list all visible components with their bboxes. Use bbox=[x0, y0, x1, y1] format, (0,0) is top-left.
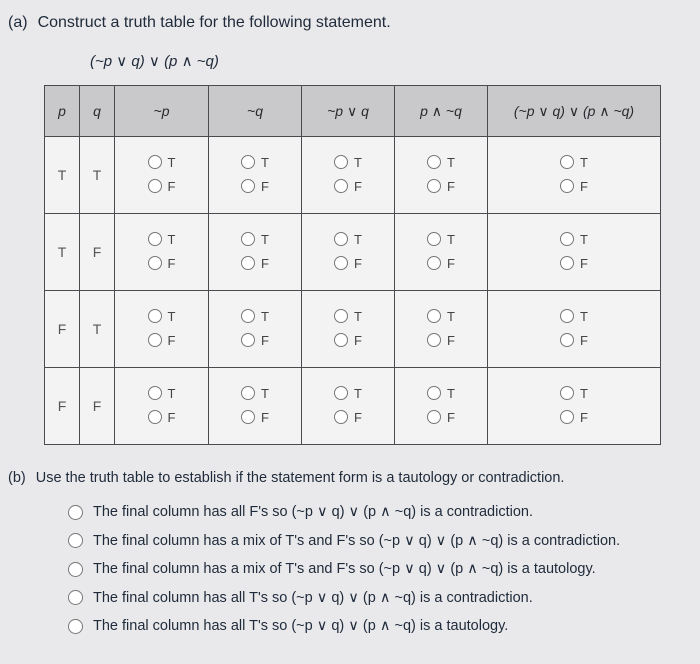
radio-button[interactable] bbox=[427, 179, 441, 193]
cell-q: F bbox=[80, 214, 115, 291]
part-b-label: (b) bbox=[8, 470, 26, 486]
option-false[interactable] bbox=[488, 406, 660, 430]
cell-p: T bbox=[45, 137, 80, 214]
table-row bbox=[45, 137, 661, 214]
option-true[interactable] bbox=[115, 228, 208, 252]
radio-button[interactable] bbox=[148, 179, 162, 193]
option-false-label: F bbox=[261, 256, 269, 271]
cell-not-q bbox=[209, 291, 302, 368]
option-false-label: F bbox=[354, 410, 362, 425]
cell-not-p bbox=[115, 291, 209, 368]
option-true[interactable] bbox=[302, 228, 394, 252]
radio-button[interactable] bbox=[241, 386, 255, 400]
option-true-label: T bbox=[580, 386, 588, 401]
cell-p-and-not-q bbox=[395, 214, 488, 291]
option-true-label: T bbox=[580, 309, 588, 324]
cell-full-statement bbox=[488, 291, 661, 368]
option-false-label: F bbox=[354, 256, 362, 271]
radio-button[interactable] bbox=[427, 333, 441, 347]
radio-button[interactable] bbox=[560, 333, 574, 347]
radio-button[interactable] bbox=[148, 333, 162, 347]
option-true[interactable] bbox=[115, 305, 208, 329]
option-false[interactable] bbox=[302, 175, 394, 199]
option-true[interactable] bbox=[395, 228, 487, 252]
option-true[interactable] bbox=[115, 151, 208, 175]
table-row bbox=[45, 214, 661, 291]
radio-button[interactable] bbox=[560, 309, 574, 323]
option-false[interactable] bbox=[395, 252, 487, 276]
header-not-q: ~q bbox=[209, 86, 302, 137]
option-true-label: T bbox=[447, 232, 455, 247]
option-true[interactable] bbox=[115, 382, 208, 406]
radio-button[interactable] bbox=[68, 562, 83, 577]
option-false-label: F bbox=[261, 410, 269, 425]
option-false[interactable] bbox=[488, 252, 660, 276]
option-true-label: T bbox=[261, 232, 269, 247]
option-false[interactable] bbox=[488, 175, 660, 199]
radio-button[interactable] bbox=[560, 256, 574, 270]
cell-p: F bbox=[45, 368, 80, 445]
option-true[interactable] bbox=[209, 228, 301, 252]
radio-button[interactable] bbox=[334, 179, 348, 193]
radio-button[interactable] bbox=[148, 232, 162, 246]
option-false-label: F bbox=[447, 179, 455, 194]
cell-not-p-or-q bbox=[302, 368, 395, 445]
option-true[interactable] bbox=[488, 228, 660, 252]
option-true[interactable] bbox=[302, 151, 394, 175]
option-true[interactable] bbox=[488, 151, 660, 175]
option-true-label: T bbox=[354, 386, 362, 401]
radio-button[interactable] bbox=[68, 590, 83, 605]
part-a-header bbox=[8, 14, 391, 32]
cell-q: T bbox=[80, 291, 115, 368]
radio-button[interactable] bbox=[148, 309, 162, 323]
cell-p: F bbox=[45, 291, 80, 368]
option-true-label: T bbox=[354, 155, 362, 170]
cell-not-q bbox=[209, 368, 302, 445]
option-false[interactable] bbox=[115, 252, 208, 276]
option-true-label: T bbox=[580, 155, 588, 170]
header-q: q bbox=[80, 86, 115, 137]
option-false[interactable] bbox=[302, 329, 394, 353]
part-b-instruction: Use the truth table to establish if the statement form is a tautology or contradiction. bbox=[35, 470, 565, 486]
radio-button[interactable] bbox=[241, 309, 255, 323]
choice-text: The final column has a mix of T's and F's so (~p ∨ q) ∨ (p ∧ ~q) is a tautology. bbox=[93, 561, 596, 578]
choice-3[interactable] bbox=[68, 555, 620, 584]
option-false-label: F bbox=[167, 179, 176, 194]
option-true[interactable] bbox=[302, 305, 394, 329]
option-true-label: T bbox=[167, 309, 176, 324]
option-false[interactable] bbox=[209, 406, 301, 430]
radio-button[interactable] bbox=[427, 232, 441, 246]
option-true[interactable] bbox=[209, 305, 301, 329]
option-false[interactable] bbox=[115, 175, 208, 199]
option-false[interactable] bbox=[209, 175, 301, 199]
radio-button[interactable] bbox=[560, 155, 574, 169]
radio-button[interactable] bbox=[241, 232, 255, 246]
radio-button[interactable] bbox=[427, 309, 441, 323]
radio-button[interactable] bbox=[241, 155, 255, 169]
truth-table bbox=[44, 85, 661, 445]
radio-button[interactable] bbox=[334, 155, 348, 169]
option-true-label: T bbox=[167, 155, 176, 170]
header-not-p: ~p bbox=[115, 86, 209, 137]
part-b-header bbox=[8, 470, 564, 486]
option-false-label: F bbox=[447, 410, 455, 425]
header-p: p bbox=[45, 86, 80, 137]
part-a-label: (a) bbox=[8, 14, 28, 31]
choice-4[interactable] bbox=[68, 584, 620, 613]
option-false[interactable] bbox=[115, 329, 208, 353]
choice-text: The final column has all T's so (~p ∨ q) ∨ (p ∧ ~q) is a tautology. bbox=[93, 618, 509, 635]
option-false[interactable] bbox=[395, 329, 487, 353]
option-false-label: F bbox=[167, 256, 176, 271]
option-false-label: F bbox=[580, 179, 588, 194]
cell-p: T bbox=[45, 214, 80, 291]
option-true-label: T bbox=[447, 386, 455, 401]
radio-button[interactable] bbox=[68, 533, 83, 548]
radio-button[interactable] bbox=[334, 256, 348, 270]
choice-5[interactable] bbox=[68, 612, 620, 641]
option-false-label: F bbox=[580, 333, 588, 348]
cell-full-statement bbox=[488, 137, 661, 214]
option-true-label: T bbox=[580, 232, 588, 247]
cell-p-and-not-q bbox=[395, 137, 488, 214]
option-false-label: F bbox=[447, 256, 455, 271]
radio-button[interactable] bbox=[560, 179, 574, 193]
choice-text: The final column has all F's so (~p ∨ q) ∨ (p ∧ ~q) is a contradiction. bbox=[93, 504, 533, 521]
cell-p-and-not-q bbox=[395, 291, 488, 368]
radio-button[interactable] bbox=[148, 256, 162, 270]
option-true[interactable] bbox=[488, 305, 660, 329]
part-a-instruction: Construct a truth table for the following statement. bbox=[37, 14, 391, 31]
radio-button[interactable] bbox=[334, 333, 348, 347]
option-true[interactable] bbox=[302, 382, 394, 406]
cell-not-q bbox=[209, 214, 302, 291]
option-true-label: T bbox=[261, 309, 269, 324]
option-true[interactable] bbox=[395, 382, 487, 406]
option-true-label: T bbox=[354, 309, 362, 324]
radio-button[interactable] bbox=[560, 386, 574, 400]
option-false-label: F bbox=[354, 333, 362, 348]
radio-button[interactable] bbox=[334, 309, 348, 323]
option-false[interactable] bbox=[302, 406, 394, 430]
radio-button[interactable] bbox=[427, 155, 441, 169]
table-row bbox=[45, 368, 661, 445]
choice-text: The final column has all T's so (~p ∨ q) ∨ (p ∧ ~q) is a contradiction. bbox=[93, 589, 533, 606]
option-false-label: F bbox=[167, 333, 176, 348]
cell-not-p-or-q bbox=[302, 291, 395, 368]
option-false[interactable] bbox=[209, 252, 301, 276]
cell-q: T bbox=[80, 137, 115, 214]
option-true-label: T bbox=[167, 232, 176, 247]
option-true-label: T bbox=[447, 309, 455, 324]
answer-choices bbox=[68, 498, 620, 641]
radio-button[interactable] bbox=[427, 410, 441, 424]
radio-button[interactable] bbox=[241, 333, 255, 347]
option-false-label: F bbox=[261, 179, 269, 194]
option-false-label: F bbox=[167, 410, 176, 425]
cell-full-statement bbox=[488, 214, 661, 291]
radio-button[interactable] bbox=[427, 386, 441, 400]
option-true[interactable] bbox=[395, 151, 487, 175]
option-true[interactable] bbox=[209, 382, 301, 406]
option-false[interactable] bbox=[488, 329, 660, 353]
radio-button[interactable] bbox=[334, 410, 348, 424]
cell-p-and-not-q bbox=[395, 368, 488, 445]
option-false-label: F bbox=[354, 179, 362, 194]
cell-not-p bbox=[115, 214, 209, 291]
radio-button[interactable] bbox=[68, 619, 83, 634]
cell-not-p bbox=[115, 368, 209, 445]
radio-button[interactable] bbox=[334, 232, 348, 246]
header-row bbox=[45, 86, 661, 137]
cell-full-statement bbox=[488, 368, 661, 445]
radio-button[interactable] bbox=[241, 256, 255, 270]
option-true-label: T bbox=[354, 232, 362, 247]
cell-q: F bbox=[80, 368, 115, 445]
radio-button[interactable] bbox=[241, 410, 255, 424]
radio-button[interactable] bbox=[68, 505, 83, 520]
statement: (~p ∨ q) ∨ (p ∧ ~q) bbox=[90, 53, 219, 70]
header-p-and-not-q: p ∧ ~q bbox=[395, 86, 488, 137]
choice-2[interactable] bbox=[68, 527, 620, 556]
radio-button[interactable] bbox=[334, 386, 348, 400]
option-true[interactable] bbox=[209, 151, 301, 175]
header-not-p-or-q: ~p ∨ q bbox=[302, 86, 395, 137]
table-row bbox=[45, 291, 661, 368]
option-true-label: T bbox=[167, 386, 176, 401]
radio-button[interactable] bbox=[148, 155, 162, 169]
radio-button[interactable] bbox=[148, 410, 162, 424]
option-false[interactable] bbox=[302, 252, 394, 276]
choice-1[interactable] bbox=[68, 498, 620, 527]
option-true-label: T bbox=[447, 155, 455, 170]
radio-button[interactable] bbox=[560, 232, 574, 246]
cell-not-q bbox=[209, 137, 302, 214]
option-false[interactable] bbox=[209, 329, 301, 353]
option-false-label: F bbox=[580, 256, 588, 271]
radio-button[interactable] bbox=[560, 410, 574, 424]
radio-button[interactable] bbox=[427, 256, 441, 270]
header-full-statement: (~p ∨ q) ∨ (p ∧ ~q) bbox=[488, 86, 661, 137]
option-false-label: F bbox=[447, 333, 455, 348]
radio-button[interactable] bbox=[241, 179, 255, 193]
option-false-label: F bbox=[261, 333, 269, 348]
option-true[interactable] bbox=[395, 305, 487, 329]
option-false[interactable] bbox=[395, 175, 487, 199]
cell-not-p-or-q bbox=[302, 214, 395, 291]
option-false[interactable] bbox=[115, 406, 208, 430]
option-true-label: T bbox=[261, 155, 269, 170]
option-false[interactable] bbox=[395, 406, 487, 430]
radio-button[interactable] bbox=[148, 386, 162, 400]
option-true[interactable] bbox=[488, 382, 660, 406]
choice-text: The final column has a mix of T's and F's so (~p ∨ q) ∨ (p ∧ ~q) is a contradiction. bbox=[93, 532, 621, 549]
cell-not-p bbox=[115, 137, 209, 214]
cell-not-p-or-q bbox=[302, 137, 395, 214]
option-true-label: T bbox=[261, 386, 269, 401]
option-false-label: F bbox=[580, 410, 588, 425]
